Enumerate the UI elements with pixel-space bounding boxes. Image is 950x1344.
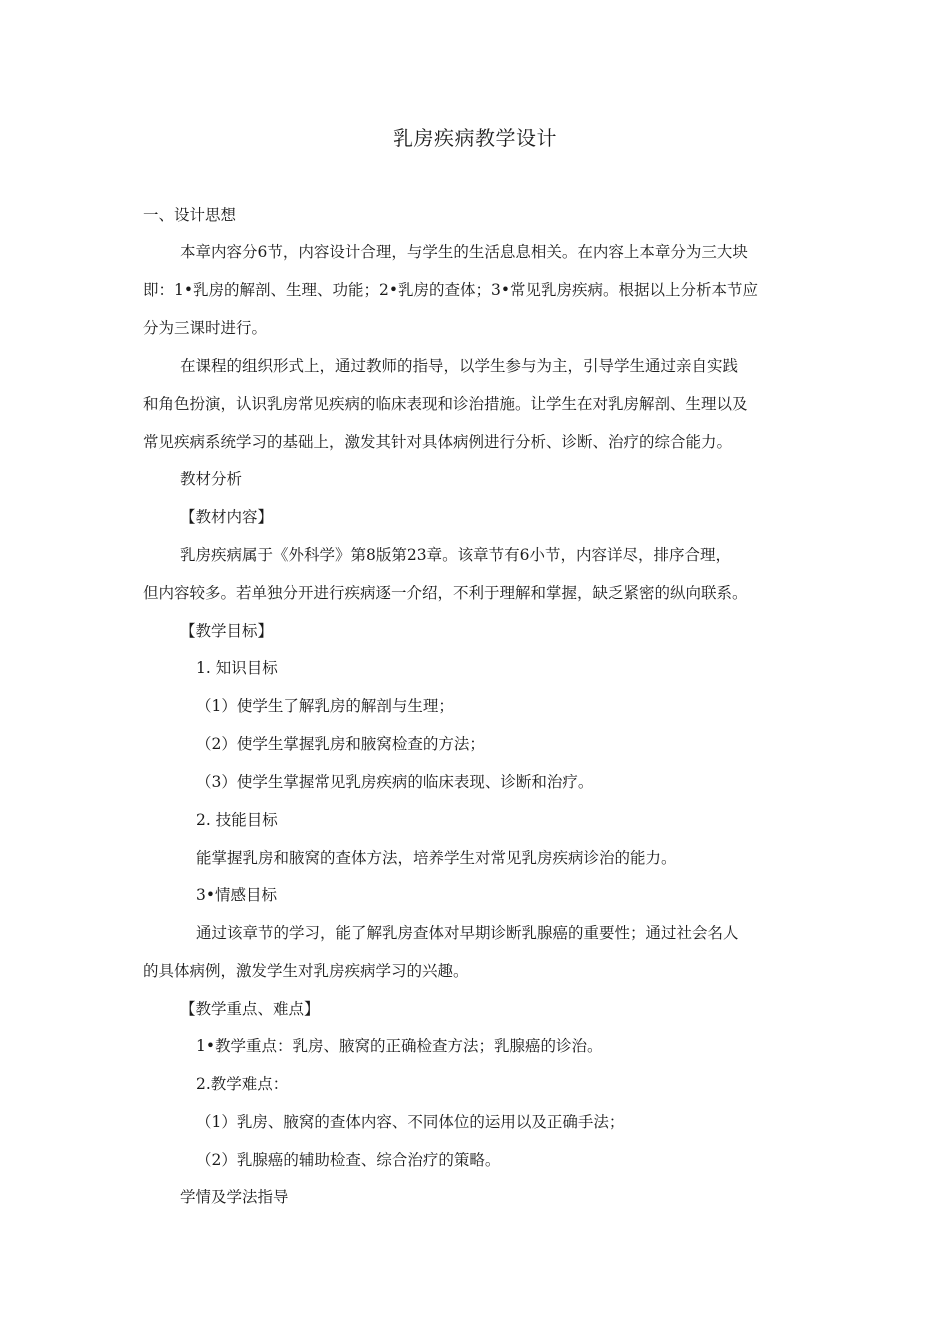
subheading-material-content: 【教材内容】 <box>180 508 274 526</box>
paragraph-line: 能掌握乳房和腋窝的查体方法，培养学生对常见乳房疾病诊治的能力。 <box>196 849 677 867</box>
list-heading-skills: 2. 技能目标 <box>196 811 278 829</box>
subheading-teaching-goals: 【教学目标】 <box>180 622 274 640</box>
list-item: （2）使学生掌握乳房和腋窝检查的方法； <box>196 735 485 753</box>
list-item: （2）乳腺癌的辅助检查、综合治疗的策略。 <box>196 1151 501 1169</box>
paragraph-line: 乳房疾病属于《外科学》第8版第23章。该章节有6小节，内容详尽，排序合理， <box>180 546 731 564</box>
list-item: （1）乳房、腋窝的查体内容、不同体位的运用以及正确手法； <box>196 1113 625 1131</box>
paragraph-line: 的具体病例，激发学生对乳房疾病学习的兴趣。 <box>143 962 469 980</box>
paragraph-line: 通过该章节的学习，能了解乳房查体对早期诊断乳腺癌的重要性；通过社会名人 <box>196 924 739 942</box>
paragraph-line: 分为三课时进行。 <box>143 319 268 337</box>
subheading-key-points: 【教学重点、难点】 <box>180 1000 320 1018</box>
list-item: （1）使学生了解乳房的解剖与生理； <box>196 697 454 715</box>
paragraph-line: 常见疾病系统学习的基础上，激发其针对具体病例进行分析、诊断、治疗的综合能力。 <box>143 433 733 451</box>
list-item: （3）使学生掌握常见乳房疾病的临床表现、诊断和治疗。 <box>196 773 594 791</box>
document-title: 乳房疾病教学设计 <box>393 126 557 150</box>
paragraph-line: 在课程的组织形式上，通过教师的指导，以学生参与为主，引导学生通过亲自实践 <box>180 357 739 375</box>
paragraph-line: 但内容较多。若单独分开进行疾病逐一介绍，不利于理解和掌握，缺乏紧密的纵向联系。 <box>143 584 748 602</box>
list-heading-emotion: 3•情感目标 <box>196 886 278 904</box>
list-heading-difficulties: 2.教学难点： <box>196 1075 289 1093</box>
paragraph-line: 即：1•乳房的解剖、生理、功能；2•乳房的查体；3•常见乳房疾病。根据以上分析本节应 <box>143 281 759 299</box>
list-heading-knowledge: 1. 知识目标 <box>196 659 278 677</box>
section-heading-learning-guidance: 学情及学法指导 <box>180 1188 289 1206</box>
paragraph-line: 本章内容分6节，内容设计合理，与学生的生活息息相关。在内容上本章分为三大块 <box>180 243 748 261</box>
paragraph-line: 和角色扮演，认识乳房常见疾病的临床表现和诊治措施。让学生在对乳房解剖、生理以及 <box>143 395 748 413</box>
section-heading-material-analysis: 教材分析 <box>180 470 243 488</box>
section-heading-design-idea: 一、设计思想 <box>143 206 237 224</box>
list-item: 1•教学重点：乳房、腋窝的正确检查方法；乳腺癌的诊治。 <box>196 1037 603 1055</box>
